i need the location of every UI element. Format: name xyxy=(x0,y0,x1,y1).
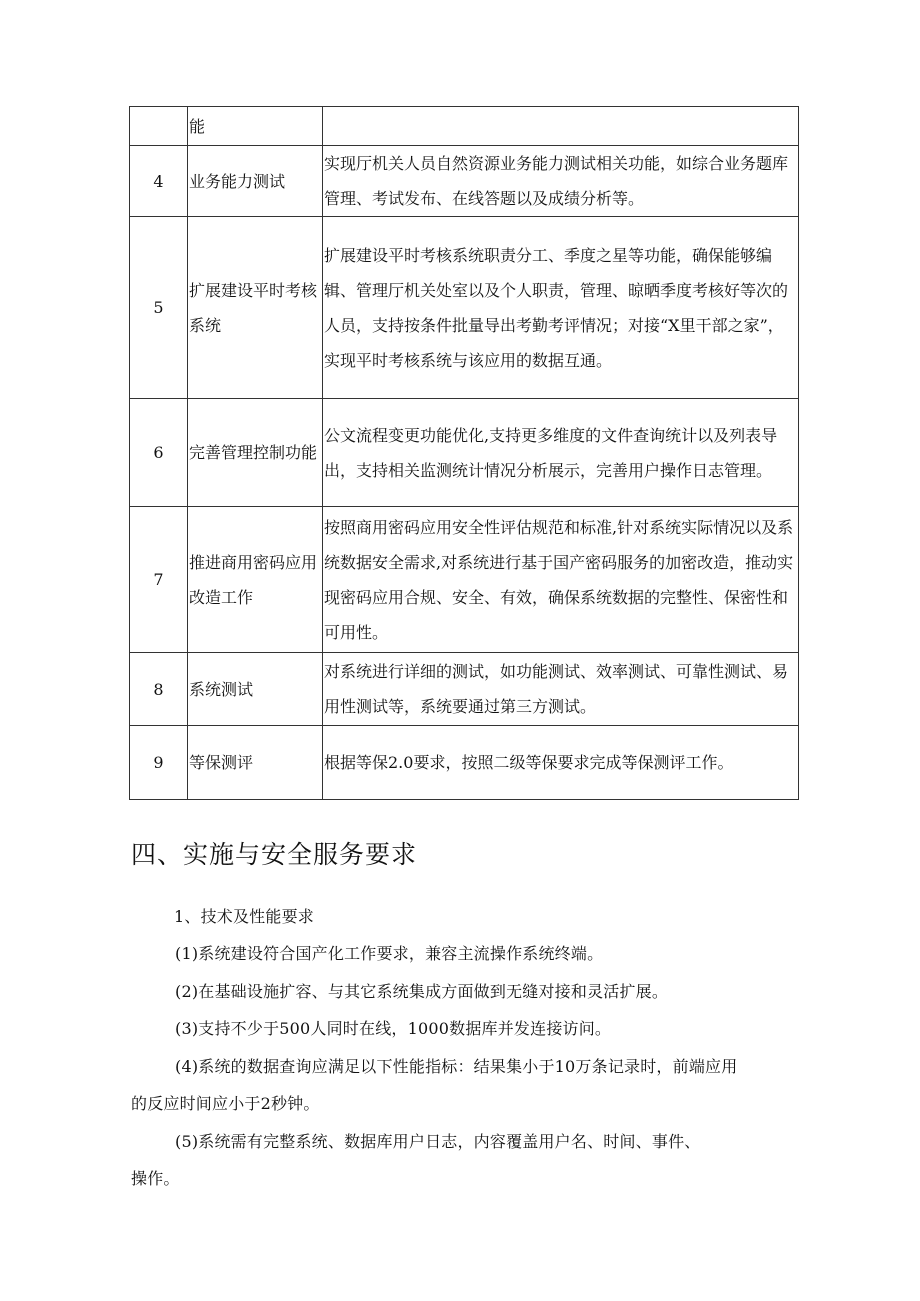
row-item-name: 业务能力测试 xyxy=(188,146,323,217)
row-item-name: 推进商用密码应用改造工作 xyxy=(188,507,323,653)
row-number: 5 xyxy=(130,217,188,399)
table-row xyxy=(130,399,799,507)
row-number: 7 xyxy=(130,507,188,653)
row-description: 对系统进行详细的测试，如功能测试、效率测试、可靠性测试、易用性测试等，系统要通过第三方测试。 xyxy=(323,653,799,726)
table-row xyxy=(130,507,799,653)
row-description: 实现厅机关人员自然资源业务能力测试相关功能，如综合业务题库管理、考试发布、在线答题以及成绩分析等。 xyxy=(323,146,799,217)
row-number: 9 xyxy=(130,726,188,800)
row-number: 4 xyxy=(130,146,188,217)
row-item-name: 扩展建设平时考核系统 xyxy=(188,217,323,399)
row-item-name: 等保测评 xyxy=(188,726,323,800)
subheading: 1、技术及性能要求 xyxy=(174,907,314,926)
table-row xyxy=(130,217,799,399)
table-row xyxy=(130,107,799,146)
table-row xyxy=(130,146,799,217)
requirement-item-4-line-1: (4)系统的数据查询应满足以下性能指标：结果集小于10万条记录时，前端应用 xyxy=(175,1057,738,1076)
row-description: 扩展建设平时考核系统职责分工、季度之星等功能，确保能够编辑、管理厅机关处室以及个人职责，管理、晾晒季度考核好等次的人员，支持按条件批量导出考勤考评情况；对接“X里干部之家”，实现平时考核系统与该应用的数据互通。 xyxy=(323,217,799,399)
requirement-item-5-line-2: 操作。 xyxy=(131,1169,180,1188)
requirements-table xyxy=(129,106,799,800)
row-item-name: 系统测试 xyxy=(188,653,323,726)
requirement-item-1: (1)系统建设符合国产化工作要求，兼容主流操作系统终端。 xyxy=(175,944,604,963)
row-description: 按照商用密码应用安全性评估规范和标准,针对系统实际情况以及系统数据安全需求,对系统进行基于国产密码服务的加密改造，推动实现密码应用合规、安全、有效，确保系统数据的完整性、保密性和可用性。 xyxy=(323,507,799,653)
row-description: 公文流程变更功能优化,支持更多维度的文件查询统计以及列表导出，支持相关监测统计情况分析展示，完善用户操作日志管理。 xyxy=(323,399,799,507)
row-item-name: 完善管理控制功能 xyxy=(188,399,323,507)
row-item-name: 能 xyxy=(188,107,323,146)
row-description xyxy=(323,107,799,146)
section-heading: 四、实施与安全服务要求 xyxy=(131,840,418,869)
table-row xyxy=(130,726,799,800)
row-number xyxy=(130,107,188,146)
table-row xyxy=(130,653,799,726)
row-description: 根据等保2.0要求，按照二级等保要求完成等保测评工作。 xyxy=(323,726,799,800)
row-number: 8 xyxy=(130,653,188,726)
requirement-item-3: (3)支持不少于500人同时在线，1000数据库并发连接访问。 xyxy=(175,1019,612,1038)
row-number: 6 xyxy=(130,399,188,507)
requirement-item-4-line-2: 的反应时间应小于2秒钟。 xyxy=(131,1094,320,1113)
requirement-item-2: (2)在基础设施扩容、与其它系统集成方面做到无缝对接和灵活扩展。 xyxy=(175,982,669,1001)
requirement-item-5-line-1: (5)系统需有完整系统、数据库用户日志，内容覆盖用户名、时间、事件、 xyxy=(175,1132,701,1151)
